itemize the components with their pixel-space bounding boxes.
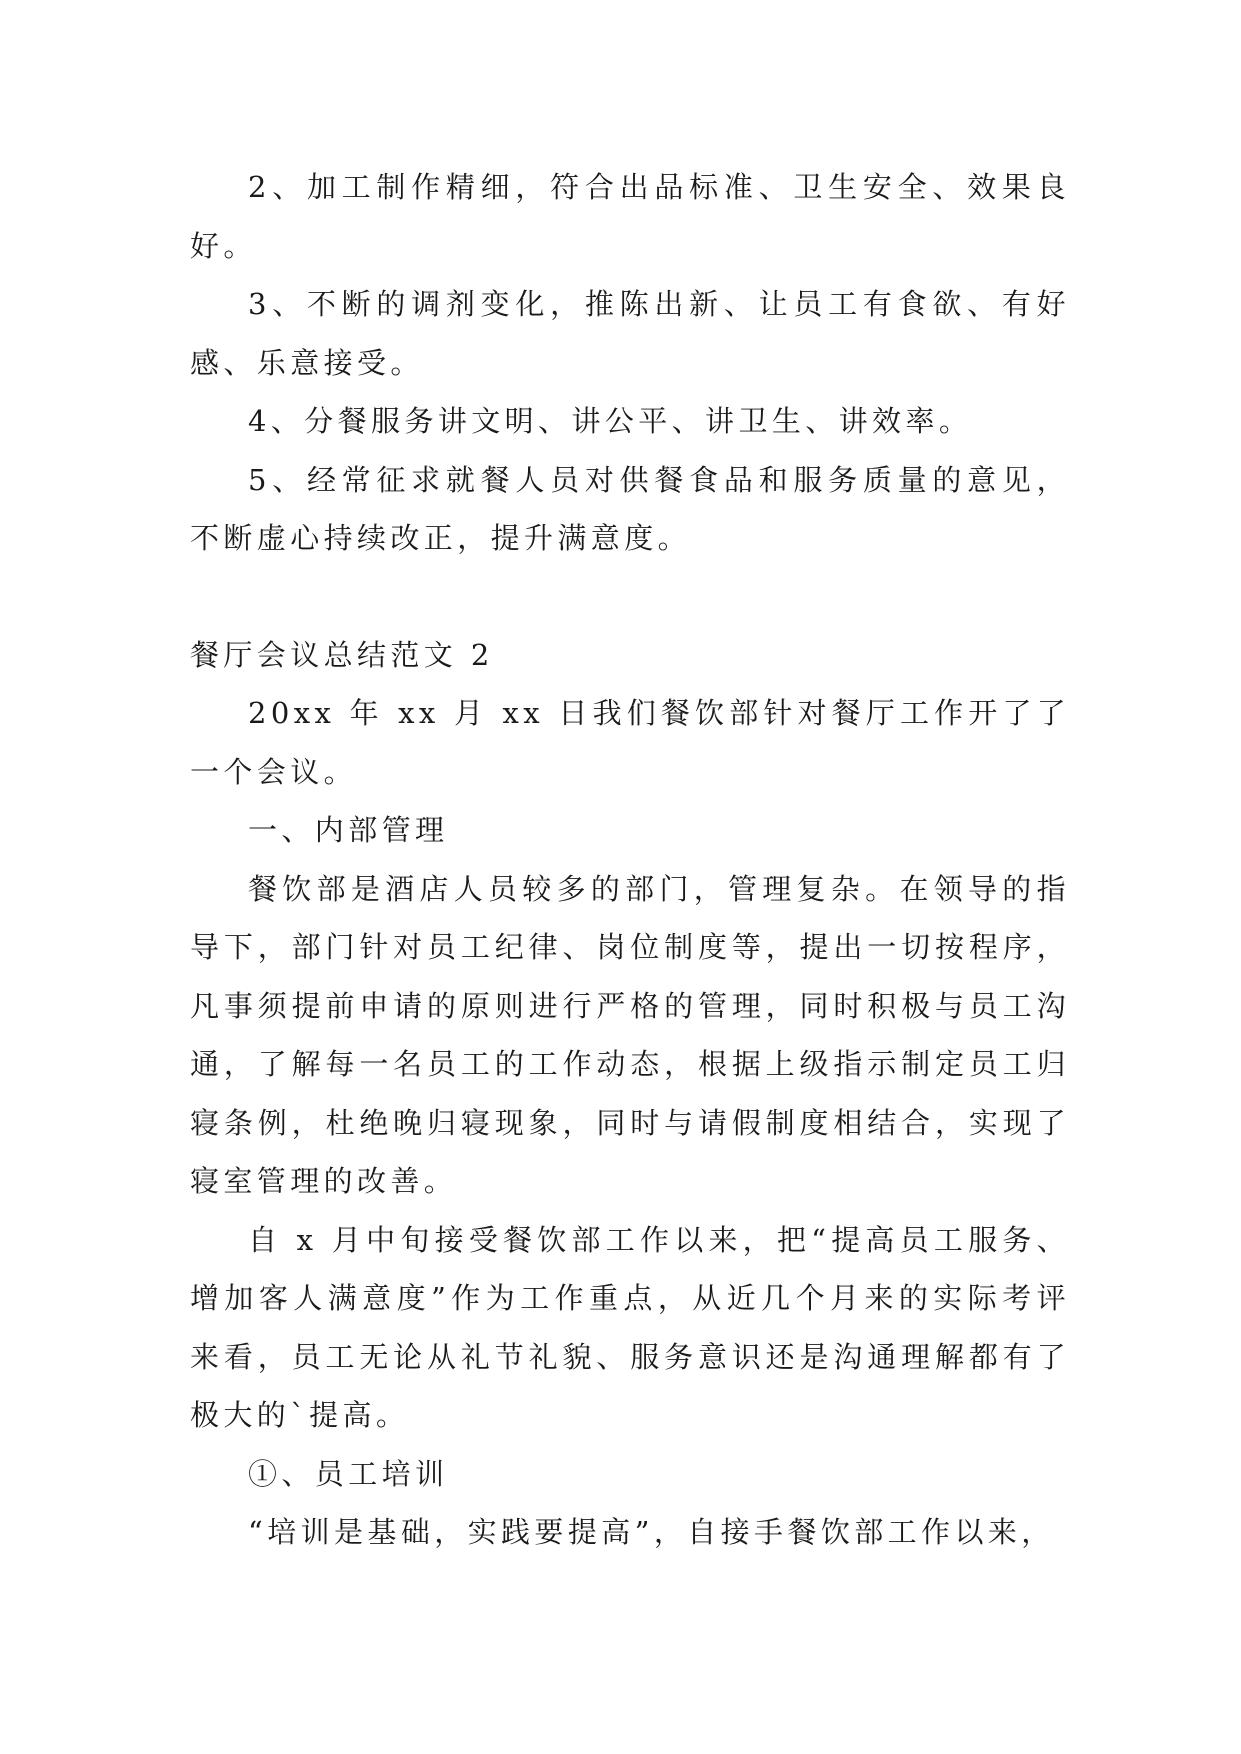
subheading-internal-management: 一、内部管理 (248, 813, 449, 847)
intro-paragraph: 20xx 年 xx 月 xx 日我们餐饮部针对餐厅工作开了了一个会议。 (190, 696, 1070, 789)
body-paragraph-training: “培训是基础，实践要提高”，自接手餐饮部工作以来， (248, 1515, 1055, 1549)
paragraph-item-2: 2、加工制作精细，符合出品标准、卫生安全、效果良好。 (190, 170, 1070, 263)
paragraph-item-4: 4、分餐服务讲文明、讲公平、讲卫生、讲效率。 (248, 404, 973, 438)
body-paragraph-management: 餐饮部是酒店人员较多的部门，管理复杂。在领导的指导下，部门针对员工纪律、岗位制度等，提出一切按程序，凡事须提前申请的原则进行严格的管理，同时积极与员工沟通，了解每一名员工的工作动态，根据上级指示制定员工归寝条例，杜绝晚归寝现象，同时与请假制度相结合，实现了寝室管理的改善。 (190, 871, 1070, 1198)
paragraph-item-3: 3、不断的调剂变化，推陈出新、让员工有食欲、有好感、乐意接受。 (190, 287, 1070, 380)
body-paragraph-service: 自 x 月中旬接受餐饮部工作以来，把“提高员工服务、增加客人满意度”作为工作重点，从近几个月来的实际考评来看，员工无论从礼节礼貌、服务意识还是沟通理解都有了极大的`提高。 (190, 1222, 1070, 1432)
subheading-staff-training: ①、员工培训 (248, 1456, 449, 1491)
paragraph-item-5: 5、经常征求就餐人员对供餐食品和服务质量的意见，不断虚心持续改正，提升满意度。 (190, 462, 1070, 555)
section-title: 餐厅会议总结范文 2 (190, 637, 494, 672)
section-gap (190, 568, 1070, 626)
document-body (190, 158, 1070, 1562)
